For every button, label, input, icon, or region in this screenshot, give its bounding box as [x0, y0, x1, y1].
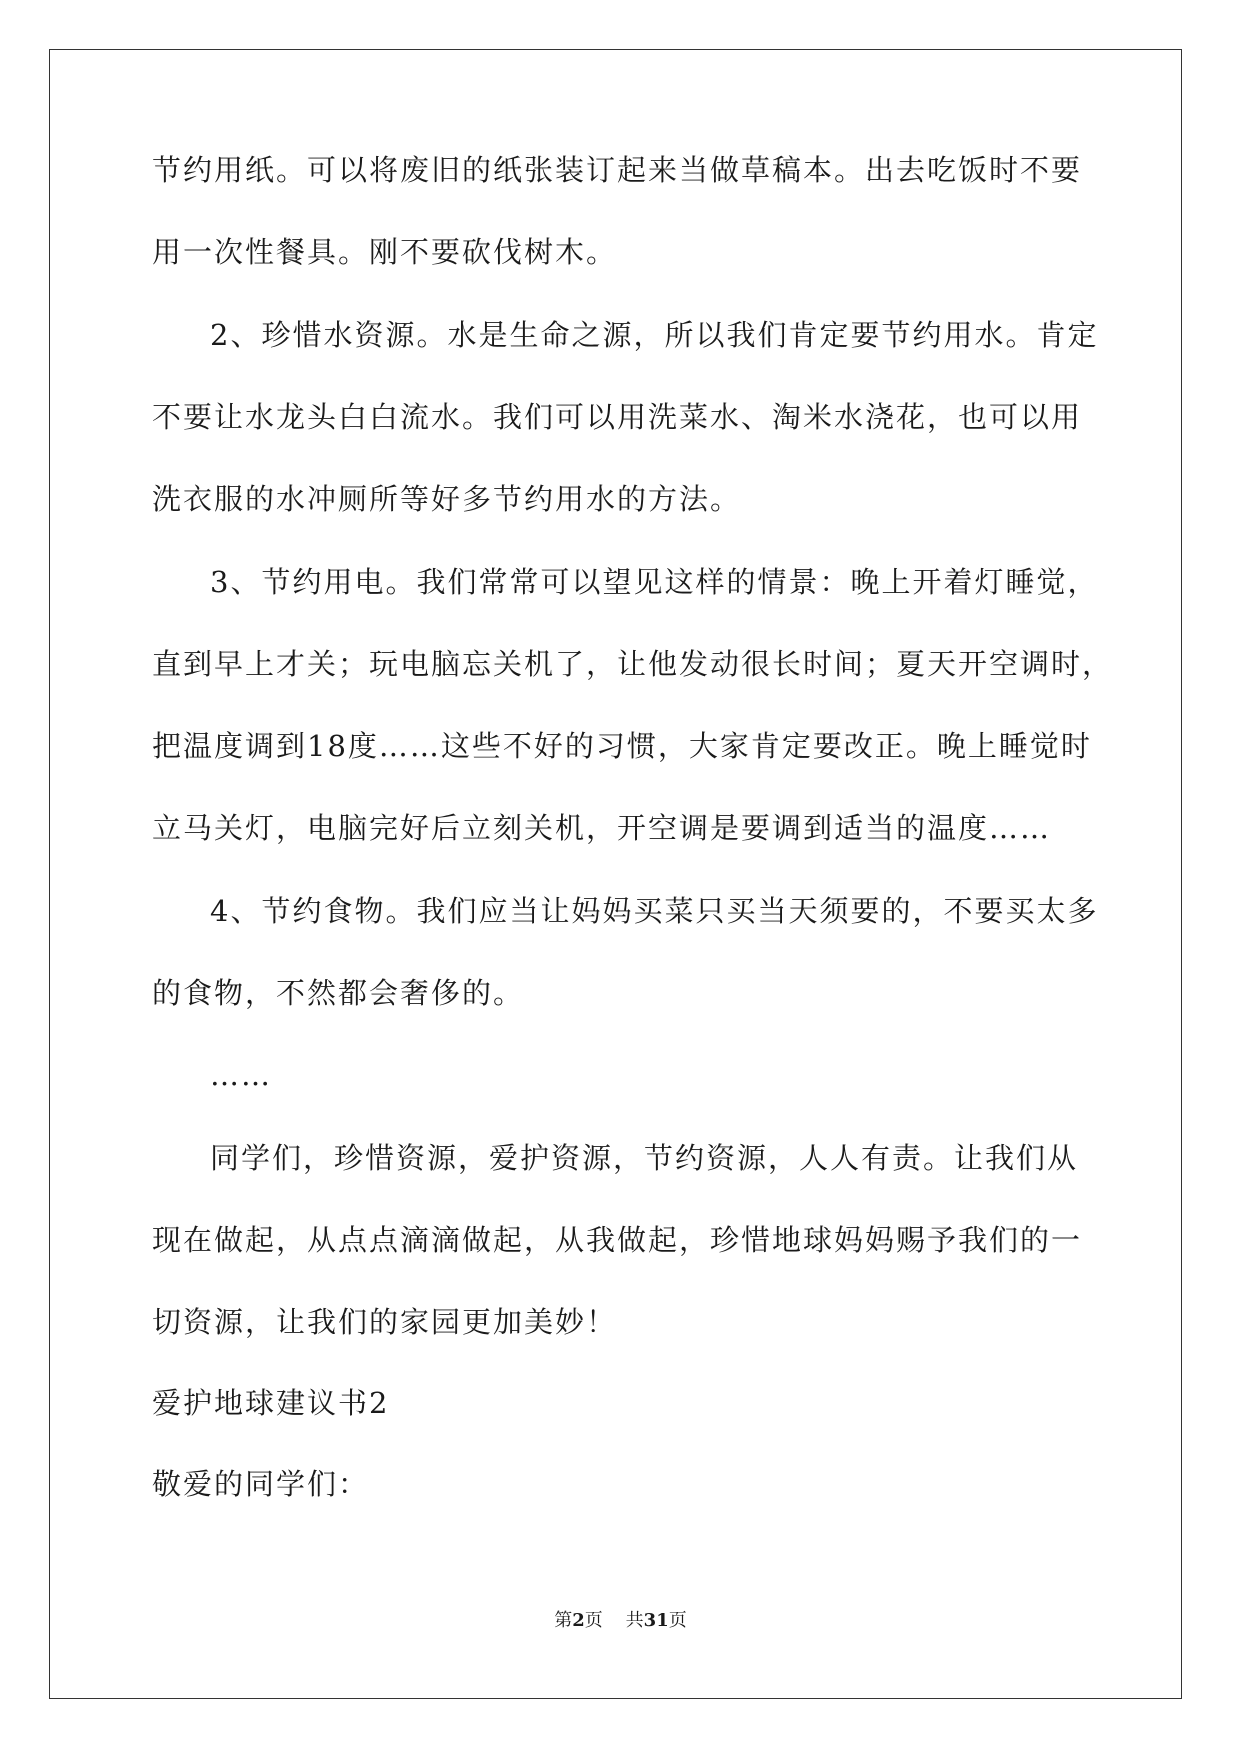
body-text-line: 洗衣服的水冲厕所等好多节约用水的方法。	[152, 482, 742, 516]
footer-prefix: 第	[554, 1610, 573, 1631]
body-text-line: 的食物，不然都会奢侈的。	[152, 976, 525, 1010]
footer-page-suffix: 页	[584, 1610, 603, 1631]
body-text-line: 直到早上才关；玩电脑忘关机了，让他发动很长时间；夏天开空调时，	[152, 647, 1114, 681]
body-text-line: 4、节约食物。我们应当让妈妈买菜只买当天须要的，不要买太多	[210, 894, 1099, 928]
current-page-number: 2	[572, 1610, 585, 1631]
body-text-line: ……	[210, 1058, 272, 1092]
body-text-line: 3、节约用电。我们常常可以望见这样的情景：晚上开着灯睡觉，	[210, 565, 1099, 599]
salutation: 敬爱的同学们：	[152, 1467, 370, 1501]
section-heading: 爱护地球建议书2	[152, 1386, 390, 1420]
body-text-line: 不要让水龙头白白流水。我们可以用洗菜水、淘米水浇花，也可以用	[152, 400, 1083, 434]
body-text-line: 同学们，珍惜资源，爱护资源，节约资源，人人有责。让我们从	[210, 1141, 1079, 1175]
body-text-line: 节约用纸。可以将废旧的纸张装订起来当做草稿本。出去吃饭时不要	[152, 153, 1083, 187]
footer-total-prefix: 共	[625, 1610, 644, 1631]
body-text-line: 2、珍惜水资源。水是生命之源，所以我们肯定要节约用水。肯定	[210, 318, 1099, 352]
body-text-line: 切资源，让我们的家园更加美妙！	[152, 1305, 618, 1339]
body-text-line: 现在做起，从点点滴滴做起，从我做起，珍惜地球妈妈赐予我们的一	[152, 1223, 1083, 1257]
body-text-line: 把温度调到18度……这些不好的习惯，大家肯定要改正。晚上睡觉时	[152, 729, 1092, 763]
body-text-line: 立马关灯，电脑完好后立刻关机，开空调是要调到适当的温度……	[152, 811, 1052, 845]
footer-total-suffix: 页	[668, 1610, 687, 1631]
page-footer	[0, 1609, 1241, 1633]
body-text-line: 用一次性餐具。刚不要砍伐树木。	[152, 235, 618, 269]
page-border	[49, 49, 1182, 1699]
total-page-count: 31	[643, 1610, 669, 1631]
